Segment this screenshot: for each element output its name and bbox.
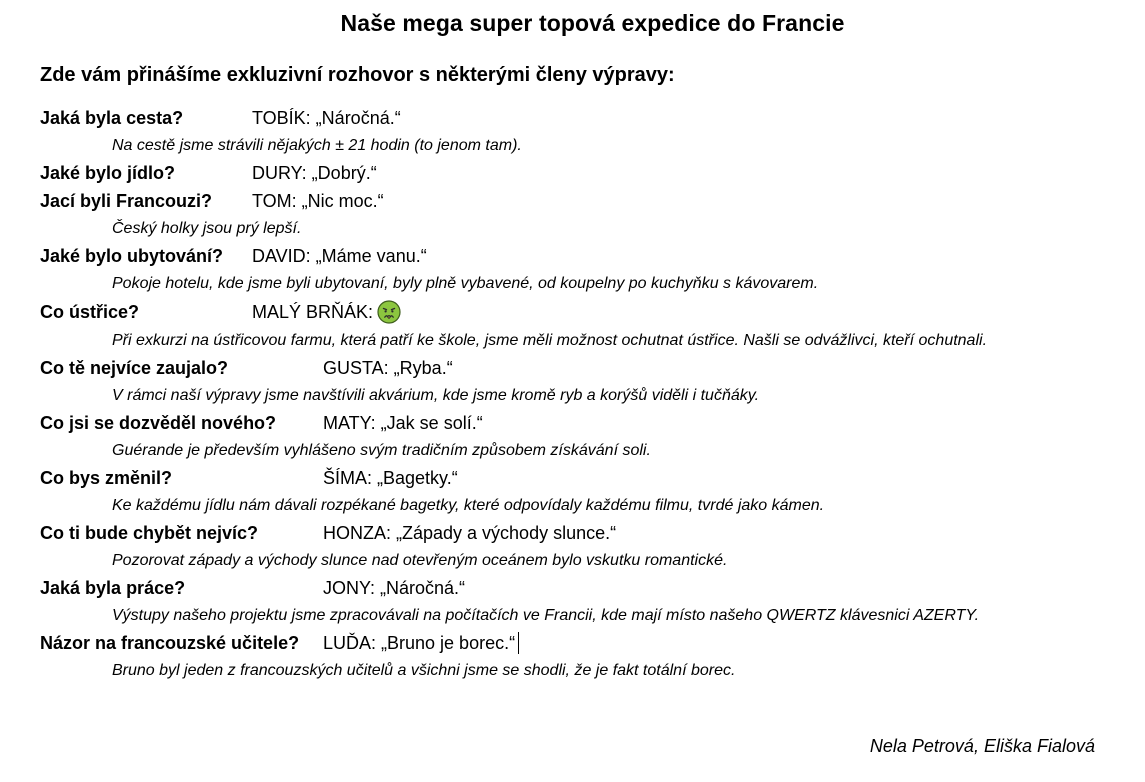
qa-row	[40, 629, 1130, 657]
answer: ŠÍMA: „Bagetky.“	[323, 468, 458, 488]
qa-row	[40, 104, 1130, 132]
answer: DAVID: „Máme vanu.“	[252, 246, 427, 266]
authors-signature: Nela Petrová, Eliška Fialová	[869, 736, 1095, 756]
answer-note: Při exkurzi na ústřicovou farmu, která patří ke škole, jsme měli možnost ochutnat ústřice. Našli se odvážlivci, kteří ochutnali.	[112, 332, 988, 349]
question: Co bys změnil?	[40, 468, 173, 488]
page-subtitle: Zde vám přinášíme exkluzivní rozhovor s některými členy výpravy:	[40, 64, 675, 86]
qa-row	[40, 464, 1130, 492]
qa-row	[40, 242, 1130, 270]
interview-list	[40, 104, 1130, 684]
question: Co tě nejvíce zaujalo?	[40, 358, 229, 378]
qa-row	[40, 354, 1130, 382]
qa-row	[40, 519, 1130, 547]
question: Co ústřice?	[40, 302, 140, 322]
answer: GUSTA: „Ryba.“	[323, 358, 453, 378]
question: Jaká byla práce?	[40, 578, 186, 598]
answer-note: Na cestě jsme strávili nějakých ± 21 hodin (to jenom tam).	[112, 137, 522, 154]
question: Jaká byla cesta?	[40, 108, 184, 128]
text-cursor	[518, 632, 519, 654]
answer-note: Bruno byl jeden z francouzských učitelů a všichni jsme se shodli, že je fakt totální borec.	[112, 662, 736, 679]
page-title: Naše mega super topová expedice do Francie	[340, 10, 845, 36]
answer-note: Pozorovat západy a východy slunce nad otevřeným oceánem bylo vskutku romantické.	[112, 552, 728, 569]
answer-note: Pokoje hotelu, kde jsme byli ubytovaní, byly plně vybavené, od koupelny po kuchyňku s kávovarem.	[112, 275, 819, 292]
qa-row	[40, 187, 1130, 215]
qa-row	[40, 297, 1130, 327]
answer-wrap	[252, 297, 401, 327]
answer-note: Výstupy našeho projektu jsme zpracovávali na počítačích ve Francii, kde mají místo našeho QWERTZ klávesnici AZERTY.	[112, 607, 980, 624]
answer: HONZA: „Západy a východy slunce.“	[323, 523, 617, 543]
question: Jaké bylo ubytování?	[40, 246, 224, 266]
answer: MALÝ BRŇÁK:	[252, 302, 374, 322]
question: Názor na francouzské učitele?	[40, 633, 300, 653]
answer: LUĎA: „Bruno je borec.“	[323, 633, 516, 653]
nauseated-face-icon	[377, 300, 401, 324]
answer: JONY: „Náročná.“	[323, 578, 466, 598]
question: Co jsi se dozvěděl nového?	[40, 413, 277, 433]
answer: TOBÍK: „Náročná.“	[252, 108, 401, 128]
question: Jaké bylo jídlo?	[40, 163, 176, 183]
answer: DURY: „Dobrý.“	[252, 163, 377, 183]
answer-wrap[interactable]	[323, 629, 519, 657]
qa-row	[40, 574, 1130, 602]
answer-note: Český holky jsou prý lepší.	[112, 220, 302, 237]
question: Co ti bude chybět nejvíc?	[40, 523, 259, 543]
qa-row	[40, 409, 1130, 437]
qa-row	[40, 159, 1130, 187]
answer: MATY: „Jak se solí.“	[323, 413, 483, 433]
question: Jací byli Francouzi?	[40, 191, 213, 211]
answer-note: Ke každému jídlu nám dávali rozpékané bagetky, které odpovídaly každému filmu, tvrdé jako kámen.	[112, 497, 825, 514]
answer: TOM: „Nic moc.“	[252, 191, 384, 211]
answer-note: V rámci naší výpravy jsme navštívili akvárium, kde jsme kromě ryb a korýšů viděli i tučňáky.	[112, 387, 760, 404]
answer-note: Guérande je především vyhlášeno svým tradičním způsobem získávání soli.	[112, 442, 651, 459]
